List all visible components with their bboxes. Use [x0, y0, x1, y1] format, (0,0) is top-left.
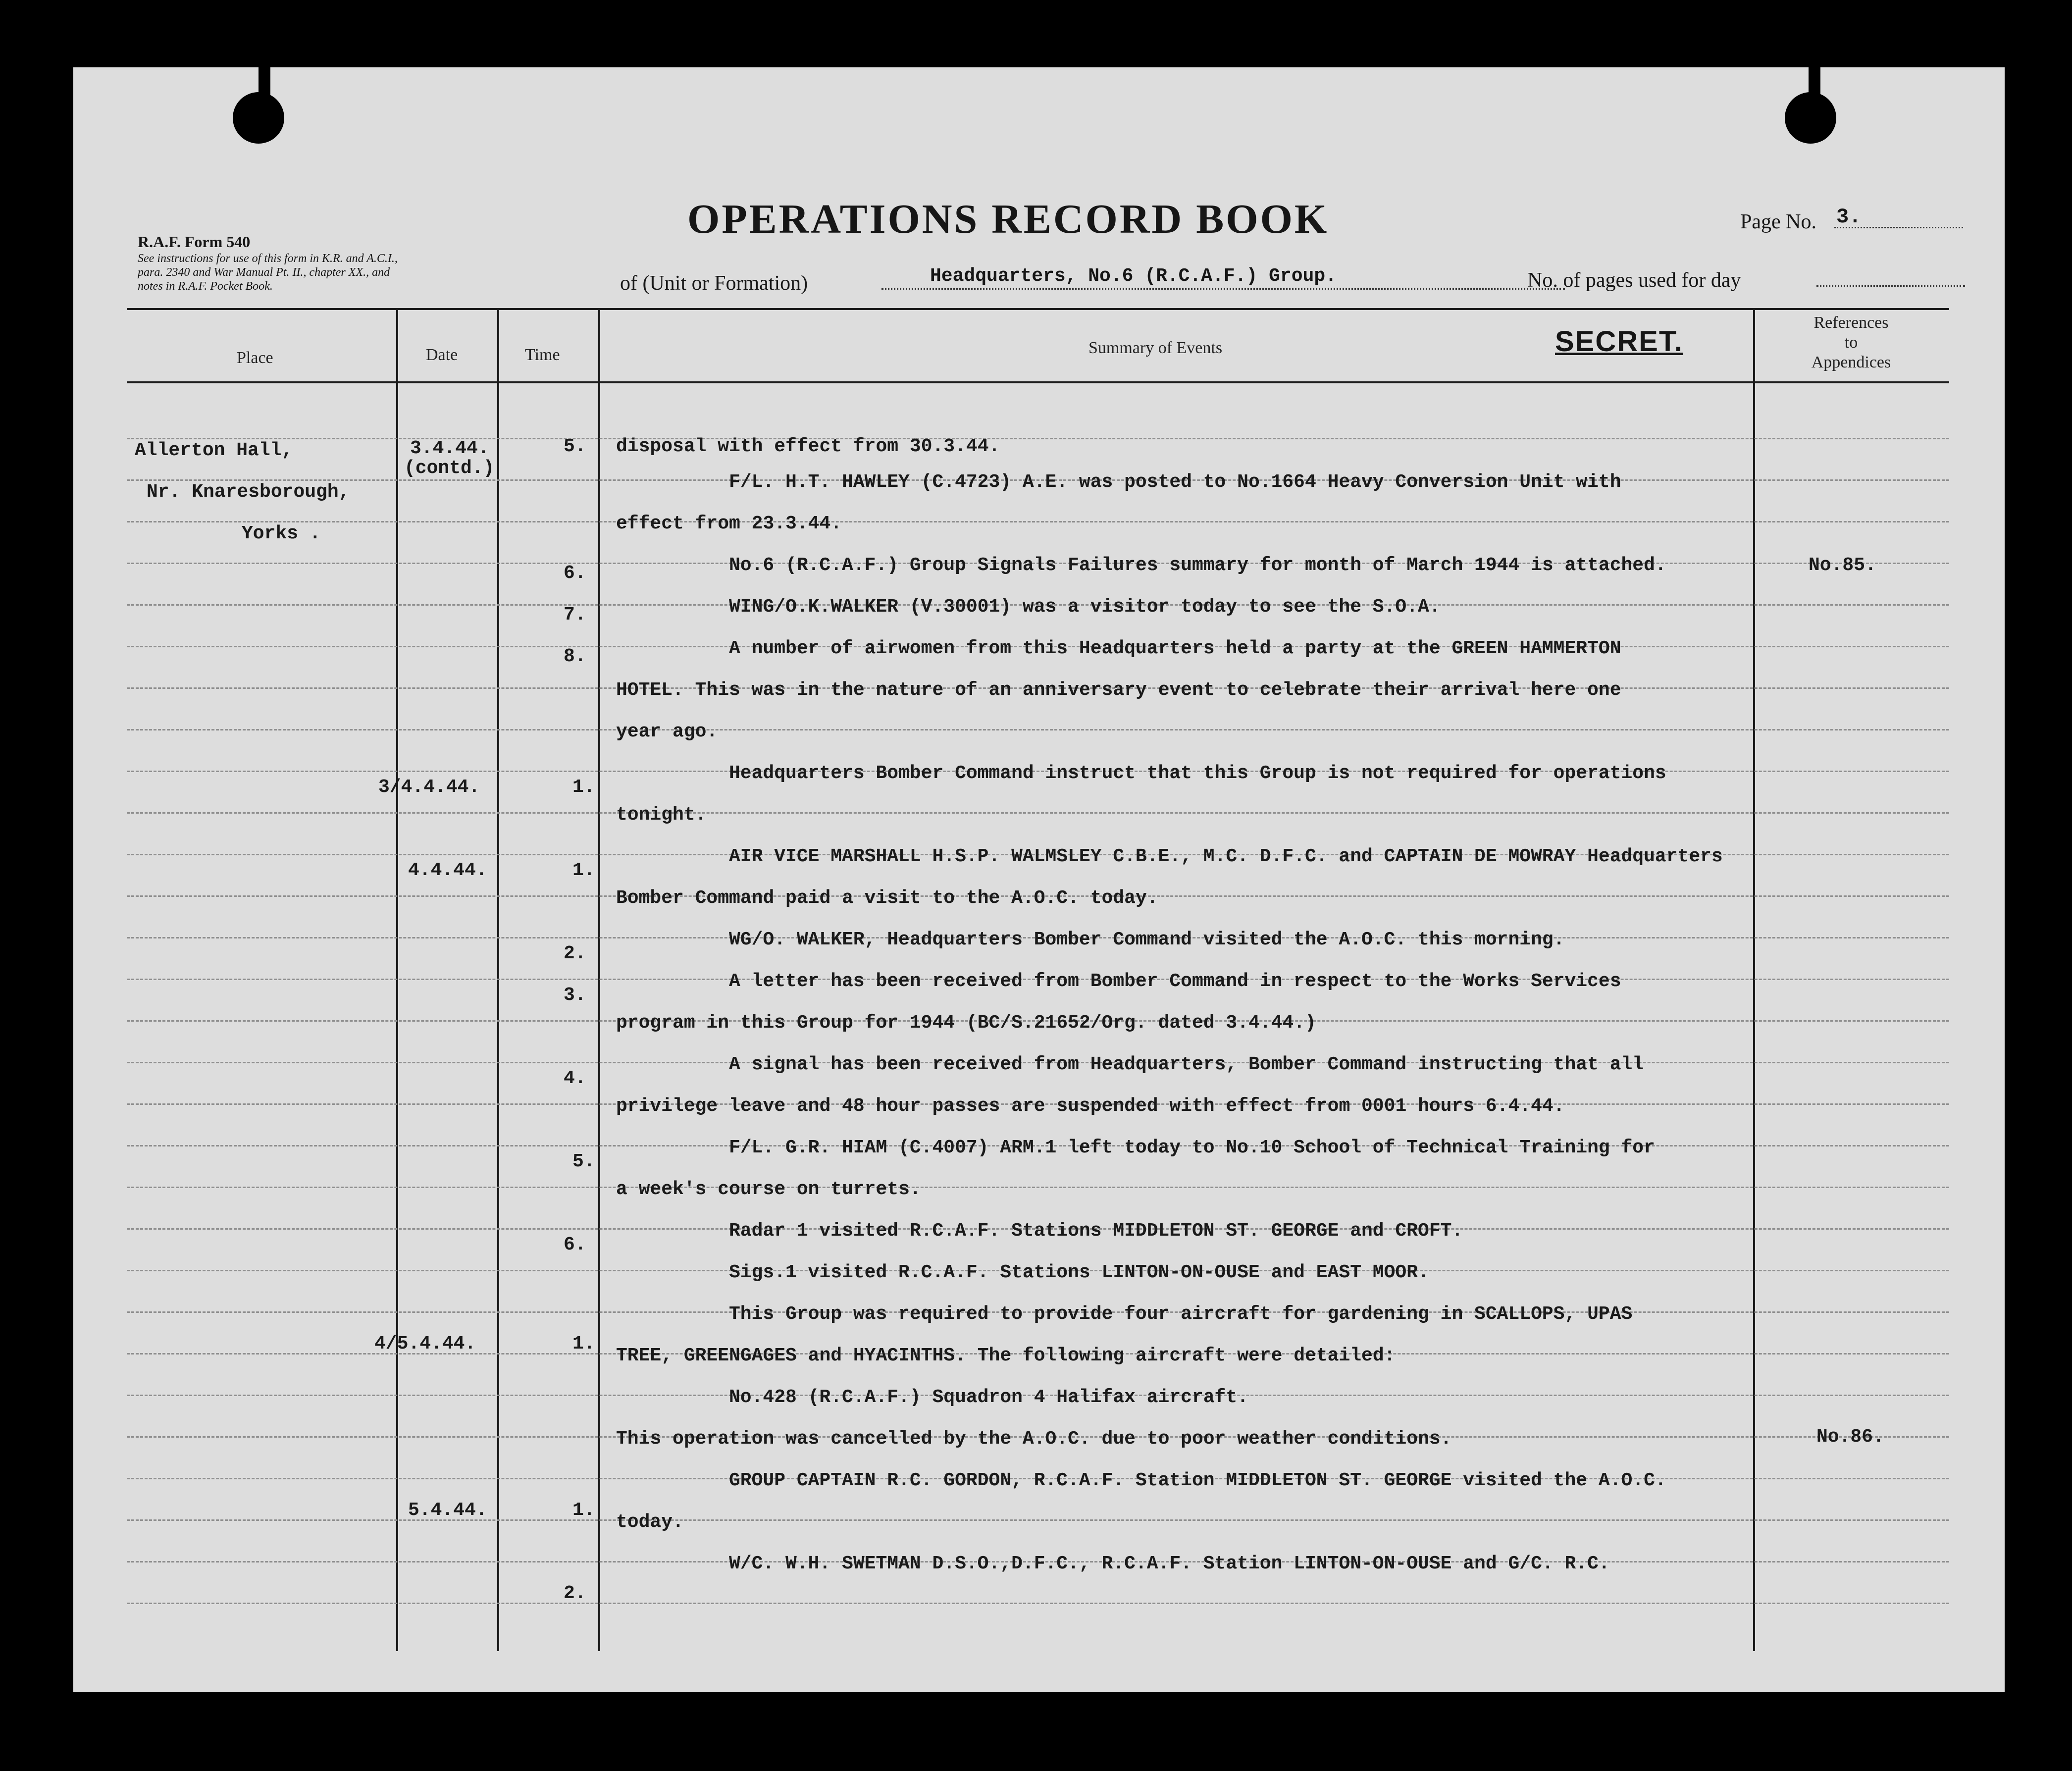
- summary-line: today.: [616, 1511, 684, 1533]
- time-entry: 8.: [564, 646, 586, 667]
- time-entry: 2.: [564, 1583, 586, 1604]
- time-entry: 3.: [564, 985, 586, 1006]
- binder-hole-right-stem: [1809, 48, 1820, 97]
- summary-line: This Group was required to provide four aircraft for gardening in SCALLOPS, UPAS: [729, 1303, 1633, 1325]
- summary-line: GROUP CAPTAIN R.C. GORDON, R.C.A.F. Station MIDDLETON ST. GEORGE visited the A.O.C.: [729, 1470, 1666, 1491]
- summary-line: Sigs.1 visited R.C.A.F. Stations LINTON-ON-OUSE and EAST MOOR.: [729, 1262, 1429, 1283]
- binder-hole-left-stem: [259, 48, 270, 97]
- time-entry: 6.: [564, 563, 586, 584]
- unit-label: of (Unit or Formation): [620, 272, 808, 295]
- summary-line: This operation was cancelled by the A.O.C. due to poor weather conditions.: [616, 1428, 1452, 1450]
- summary-line: effect from 23.3.44.: [616, 513, 842, 534]
- summary-line: year ago.: [616, 721, 718, 742]
- summary-line: Headquarters Bomber Command instruct that this Group is not required for operations: [729, 763, 1666, 784]
- summary-line: W/C. W.H. SWETMAN D.S.O.,D.F.C., R.C.A.F. Station LINTON-ON-OUSE and G/C. R.C.: [729, 1553, 1610, 1574]
- instructions-line: notes in R.A.F. Pocket Book.: [138, 280, 273, 293]
- ruled-line: [127, 729, 1949, 730]
- page-number-label: Page No.: [1740, 210, 1816, 233]
- binder-hole-right: [1785, 92, 1836, 144]
- date-entry: 5.4.44.: [408, 1500, 487, 1521]
- form-number: R.A.F. Form 540: [138, 233, 251, 251]
- pages-used-dotted-line: [1816, 285, 1965, 287]
- summary-line: F/L. G.R. HIAM (C.4007) ARM.1 left today to No.10 School of Technical Training for: [729, 1137, 1655, 1158]
- summary-line: No.6 (R.C.A.F.) Group Signals Failures summary for month of March 1944 is attached.: [729, 555, 1666, 576]
- summary-line: A number of airwomen from this Headquarters held a party at the GREEN HAMMERTON: [729, 638, 1621, 659]
- summary-line: AIR VICE MARSHALL H.S.P. WALMSLEY C.B.E., M.C. D.F.C. and CAPTAIN DE MOWRAY Headquarters: [729, 846, 1723, 867]
- summary-line: tonight.: [616, 804, 707, 826]
- summary-line: privilege leave and 48 hour passes are suspended with effect from 0001 hours 6.4.44.: [616, 1095, 1565, 1117]
- table-header-rule: [127, 381, 1949, 383]
- place-line: Nr. Knaresborough,: [147, 481, 350, 503]
- date-entry: 4.4.44.: [408, 860, 487, 881]
- header-references-line: to: [1844, 333, 1858, 352]
- pages-used-label: No. of pages used for day: [1527, 269, 1741, 292]
- summary-line: A signal has been received from Headquarters, Bomber Command instructing that all: [729, 1054, 1644, 1075]
- date-entry: 3.4.44.: [410, 438, 489, 459]
- instructions-line: para. 2340 and War Manual Pt. II., chapter XX., and: [138, 266, 390, 279]
- summary-line: TREE, GREENGAGES and HYACINTHS. The following aircraft were detailed:: [616, 1345, 1396, 1366]
- appendix-ref: No.85.: [1809, 555, 1876, 576]
- page-title: OPERATIONS RECORD BOOK: [687, 196, 1329, 242]
- header-place: Place: [237, 349, 273, 367]
- unit-dotted-line: [881, 288, 1565, 290]
- time-entry: 5.: [572, 1151, 595, 1172]
- summary-line: a week's course on turrets.: [616, 1179, 921, 1200]
- binder-hole-left: [233, 92, 284, 144]
- summary-line: No.428 (R.C.A.F.) Squadron 4 Halifax aircraft.: [729, 1387, 1248, 1408]
- instructions-line: See instructions for use of this form in K.R. and A.C.I.,: [138, 252, 398, 265]
- place-line: Yorks .: [242, 523, 321, 544]
- summary-line: F/L. H.T. HAWLEY (C.4723) A.E. was posted to No.1664 Heavy Conversion Unit with: [729, 471, 1621, 493]
- header-references-line: References: [1813, 313, 1889, 332]
- summary-line: A letter has been received from Bomber Command in respect to the Works Services: [729, 971, 1621, 992]
- header-date: Date: [426, 346, 458, 364]
- header-references: [1757, 313, 1945, 372]
- header-time: Time: [525, 346, 560, 364]
- time-entry: 4.: [564, 1068, 586, 1089]
- summary-line: WING/O.K.WALKER (V.30001) was a visitor today to see the S.O.A.: [729, 596, 1441, 618]
- ruled-line: [127, 521, 1949, 522]
- form-instructions: [138, 252, 398, 293]
- time-entry: 7.: [564, 604, 586, 625]
- header-summary: Summary of Events: [1088, 339, 1223, 357]
- header-references-line: Appendices: [1811, 353, 1891, 371]
- ruled-line: [127, 1519, 1949, 1521]
- ruled-line: [127, 812, 1949, 814]
- summary-line: Radar 1 visited R.C.A.F. Stations MIDDLETON ST. GEORGE and CROFT.: [729, 1220, 1463, 1242]
- time-entry: 1.: [572, 860, 595, 881]
- secret-stamp: SECRET.: [1555, 325, 1683, 358]
- date-entry: (contd.): [404, 458, 495, 479]
- time-entry: 1.: [572, 777, 595, 798]
- summary-line: Bomber Command paid a visit to the A.O.C. today.: [616, 887, 1158, 909]
- date-entry: 3/4.4.44.: [378, 777, 480, 798]
- time-entry: 1.: [572, 1500, 595, 1521]
- ruled-line: [127, 1187, 1949, 1188]
- summary-line: HOTEL. This was in the nature of an anniversary event to celebrate their arrival here one: [616, 679, 1621, 701]
- appendix-ref: No.86.: [1816, 1426, 1884, 1448]
- time-entry: 6.: [564, 1234, 586, 1255]
- time-entry: 1.: [572, 1333, 595, 1354]
- time-entry: 2.: [564, 943, 586, 964]
- page-number-value: 3.: [1836, 205, 1862, 229]
- summary-line: program in this Group for 1944 (BC/S.21652/Org. dated 3.4.44.): [616, 1012, 1316, 1034]
- ruled-line: [127, 438, 1949, 439]
- table-top-rule: [127, 308, 1949, 310]
- form-sheet: [73, 67, 2005, 1692]
- time-entry: 5.: [564, 436, 586, 457]
- summary-line: WG/O. WALKER, Headquarters Bomber Command visited the A.O.C. this morning.: [729, 929, 1565, 950]
- place-line: Allerton Hall,: [135, 440, 293, 461]
- summary-line: disposal with effect from 30.3.44.: [616, 436, 1000, 457]
- unit-value: Headquarters, No.6 (R.C.A.F.) Group.: [930, 265, 1337, 287]
- date-entry: 4/5.4.44.: [374, 1333, 476, 1354]
- ruled-line: [127, 1603, 1949, 1604]
